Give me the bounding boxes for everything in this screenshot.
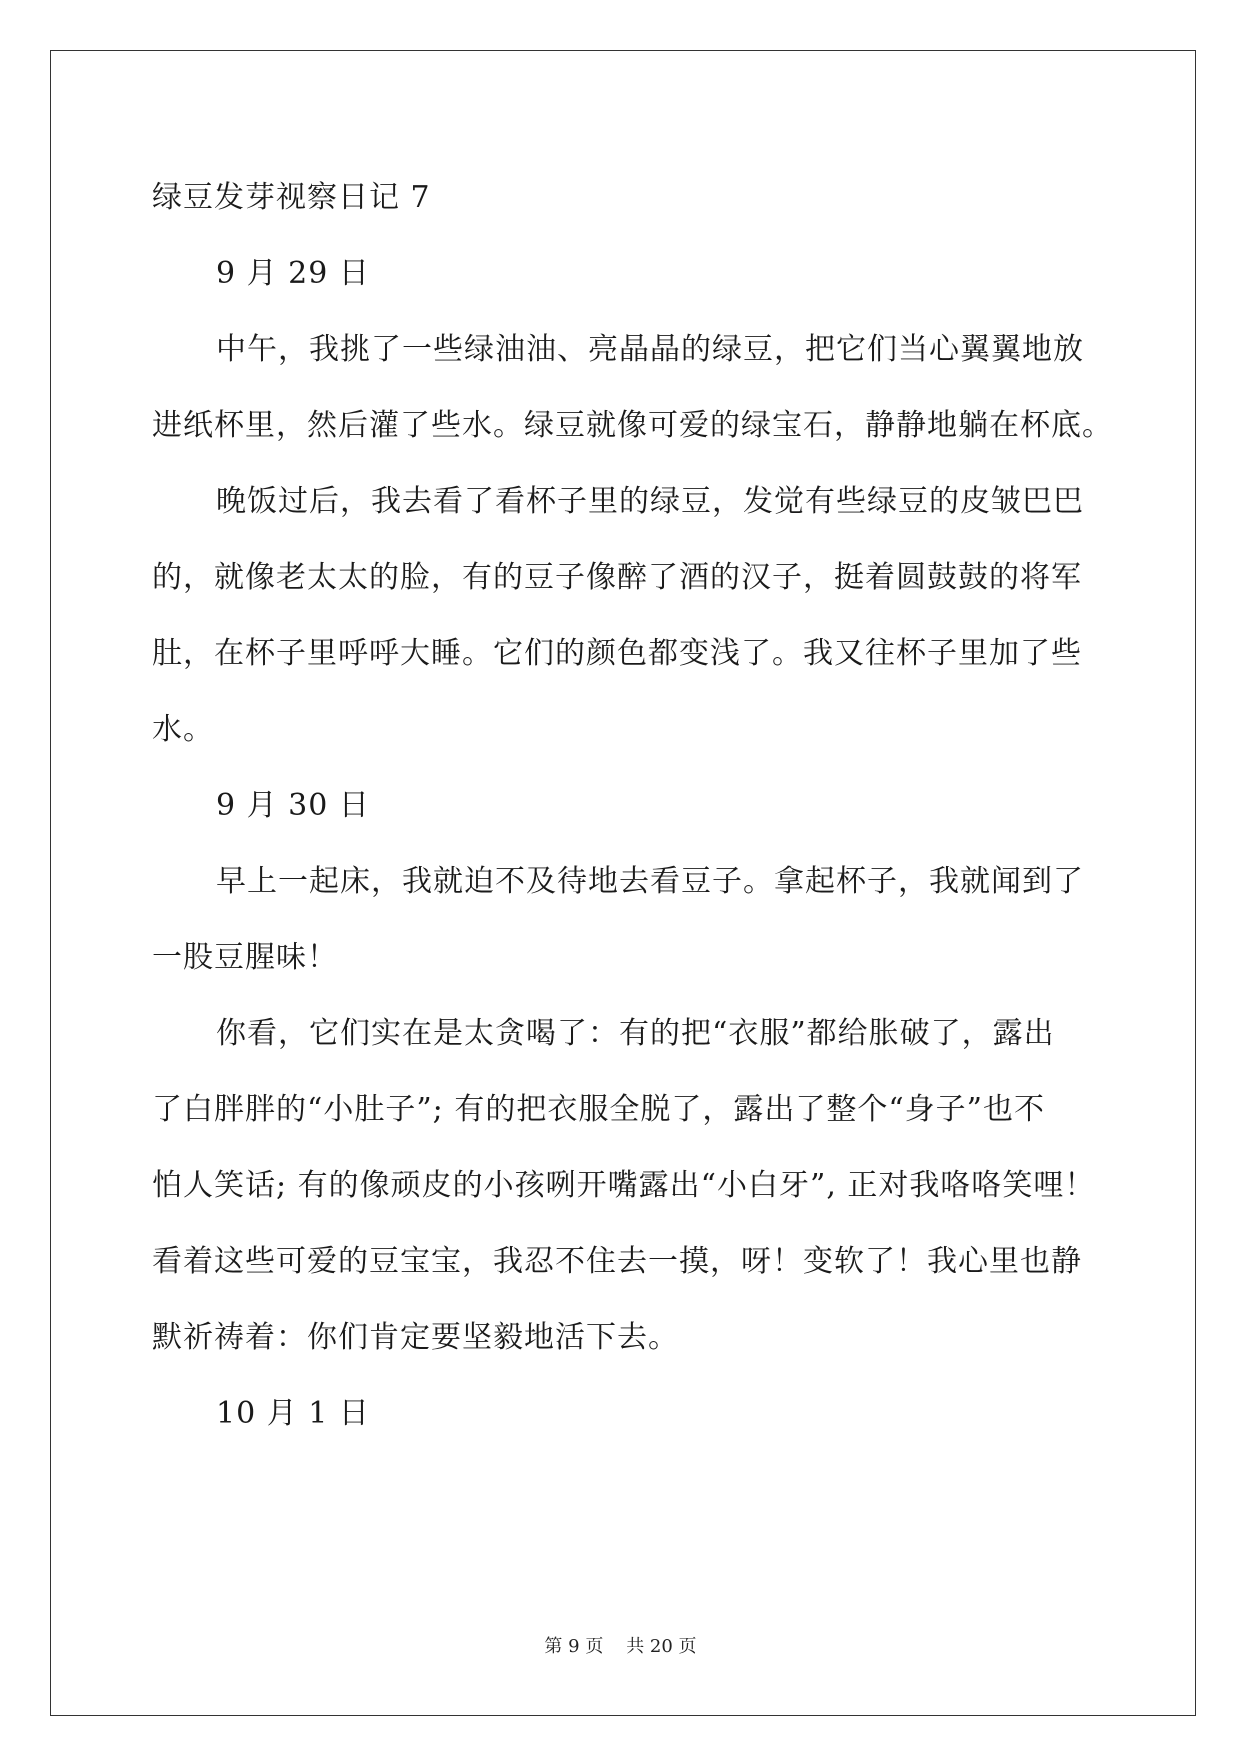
paragraph-lines: [152, 236, 1113, 1452]
text-line: 你看，它们实在是太贪喝了：有的把“衣服”都给胀破了，露出: [216, 1016, 1055, 1051]
text-line: 怕人笑话; 有的像顽皮的小孩咧开嘴露出“小白牙”, 正对我咯咯笑哩！: [152, 1168, 1096, 1203]
text-line: 9 月 29 日: [216, 256, 370, 291]
document-title: 绿豆发芽视察日记 7: [152, 180, 431, 215]
text-line: 肚，在杯子里呼呼大睡。它们的颜色都变浅了。我又往杯子里加了些: [152, 636, 1082, 671]
text-line: 进纸杯里，然后灌了些水。绿豆就像可爱的绿宝石，静静地躺在杯底。: [152, 408, 1113, 443]
text-line: 一股豆腥味！: [152, 940, 338, 975]
text-line: 中午，我挑了一些绿油油、亮晶晶的绿豆，把它们当心翼翼地放: [216, 332, 1084, 367]
page-number-footer: 第 9 页 共 20 页: [544, 1636, 697, 1657]
text-line: 晚饭过后，我去看了看杯子里的绿豆，发觉有些绿豆的皮皱巴巴: [216, 484, 1084, 519]
document-body: [152, 160, 1113, 1452]
text-line: 水。: [152, 712, 214, 747]
text-line: 默祈祷着：你们肯定要坚毅地活下去。: [152, 1320, 679, 1355]
text-line: 早上一起床，我就迫不及待地去看豆子。拿起杯子，我就闻到了: [216, 864, 1084, 899]
text-line: 9 月 30 日: [216, 788, 370, 823]
text-line: 的，就像老太太的脸，有的豆子像醉了酒的汉子，挺着圆鼓鼓的将军: [152, 560, 1082, 595]
text-line: 了白胖胖的“小肚子”; 有的把衣服全脱了，露出了整个“身子”也不: [152, 1092, 1045, 1127]
text-line: 10 月 1 日: [216, 1396, 370, 1431]
text-line: 看着这些可爱的豆宝宝，我忍不住去一摸，呀！变软了！我心里也静: [152, 1244, 1082, 1279]
